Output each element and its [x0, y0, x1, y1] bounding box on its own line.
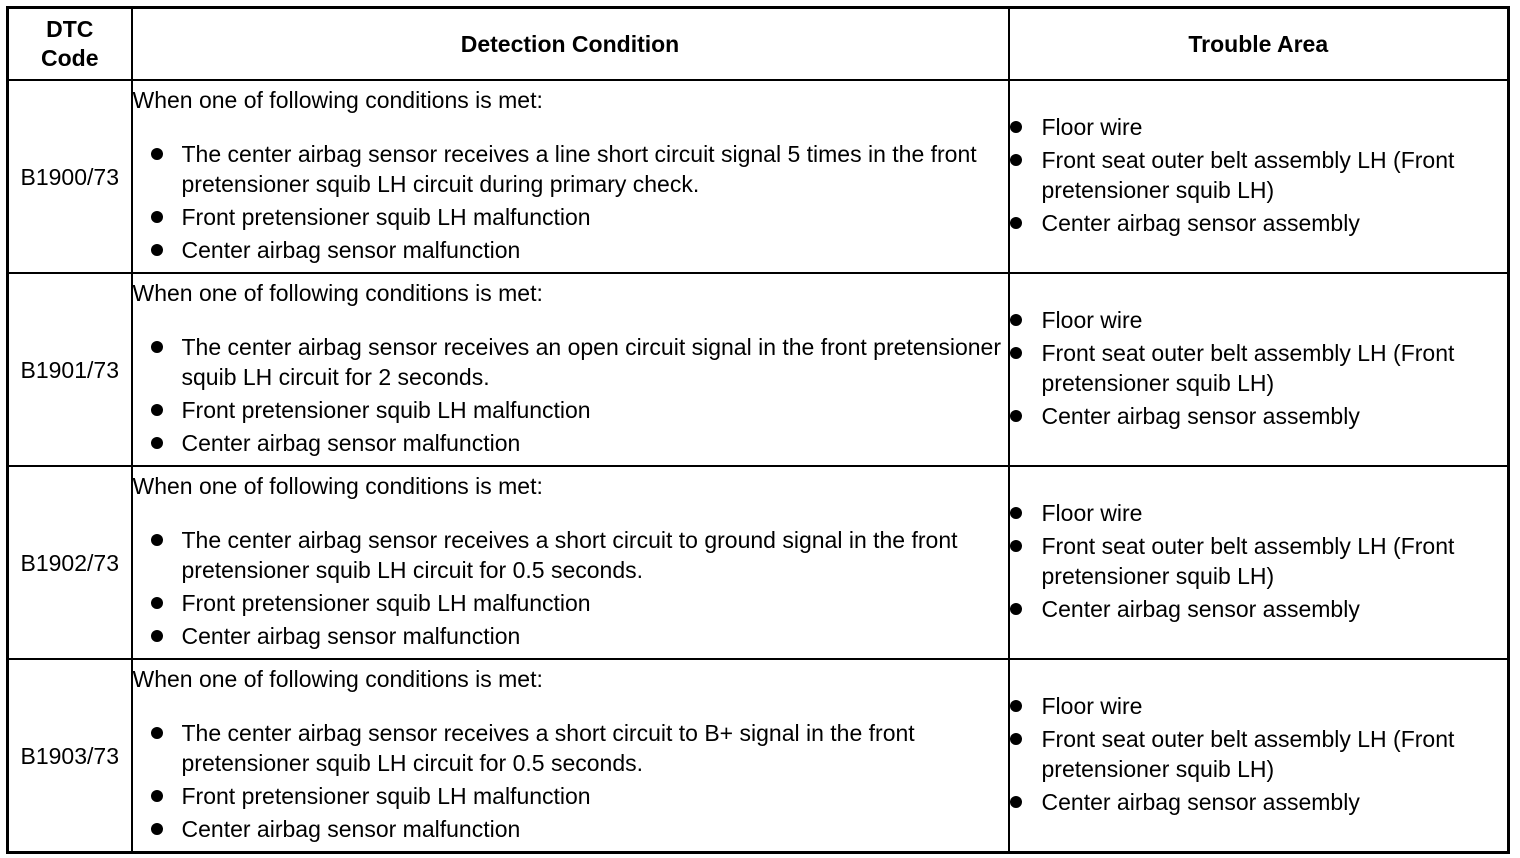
trouble-area-item	[1010, 208, 1508, 238]
bullet-icon	[151, 437, 163, 449]
condition-intro: When one of following conditions is met:	[132, 87, 543, 113]
trouble-area-text: Center airbag sensor assembly	[1041, 789, 1360, 815]
trouble-area-list	[1010, 305, 1508, 431]
bullet-icon	[151, 404, 163, 416]
bullet-icon	[1010, 540, 1022, 552]
bullet-icon	[1010, 410, 1022, 422]
bullet-icon	[1010, 507, 1022, 519]
condition-item	[133, 718, 1008, 778]
condition-text: Center airbag sensor malfunction	[181, 816, 521, 842]
condition-item	[133, 621, 1008, 651]
trouble-area-item	[1010, 787, 1508, 817]
bullet-icon	[151, 790, 163, 802]
condition-text: Front pretensioner squib LH malfunction	[181, 204, 591, 230]
trouble-area-item	[1010, 401, 1508, 431]
condition-text: Center airbag sensor malfunction	[181, 430, 521, 456]
condition-text: Front pretensioner squib LH malfunction	[181, 590, 591, 616]
trouble-area-item	[1010, 145, 1508, 205]
trouble-area-item	[1010, 498, 1508, 528]
header-dtc-code-line2: Code	[41, 45, 99, 71]
trouble-area-cell	[1009, 80, 1509, 273]
trouble-area-list	[1010, 691, 1508, 817]
trouble-area-text: Front seat outer belt assembly LH (Front pretensioner squib LH)	[1041, 533, 1455, 589]
bullet-icon	[151, 211, 163, 223]
trouble-area-text: Center airbag sensor assembly	[1041, 596, 1360, 622]
table-row	[8, 273, 1509, 466]
trouble-area-item	[1010, 691, 1508, 721]
condition-list	[133, 139, 1008, 265]
bullet-icon	[1010, 314, 1022, 326]
table-row	[8, 659, 1509, 853]
bullet-icon	[1010, 796, 1022, 808]
trouble-area-item	[1010, 338, 1508, 398]
condition-text: Center airbag sensor malfunction	[181, 237, 521, 263]
dtc-table	[6, 6, 1510, 854]
header-dtc-code-line1: DTC	[46, 16, 94, 42]
condition-item	[133, 428, 1008, 458]
detection-condition-cell	[132, 466, 1009, 659]
condition-item	[133, 139, 1008, 199]
trouble-area-list	[1010, 112, 1508, 238]
trouble-area-text: Front seat outer belt assembly LH (Front pretensioner squib LH)	[1041, 726, 1455, 782]
condition-text: Center airbag sensor malfunction	[181, 623, 521, 649]
condition-item	[133, 395, 1008, 425]
detection-condition-cell	[132, 273, 1009, 466]
detection-condition-cell	[132, 659, 1009, 853]
detection-condition-cell	[132, 80, 1009, 273]
condition-text: The center airbag sensor receives a short circuit to ground signal in the front pretensioner squib LH circuit for 0.5 seconds.	[181, 527, 958, 583]
trouble-area-item	[1010, 112, 1508, 142]
dtc-table-container	[6, 6, 1510, 854]
trouble-area-text: Floor wire	[1041, 114, 1143, 140]
table-row	[8, 80, 1509, 273]
bullet-icon	[1010, 121, 1022, 133]
bullet-icon	[151, 244, 163, 256]
trouble-area-list	[1010, 498, 1508, 624]
trouble-area-item	[1010, 531, 1508, 591]
condition-item	[133, 814, 1008, 844]
dtc-code-cell: B1903/73	[8, 659, 132, 853]
bullet-icon	[1010, 603, 1022, 615]
bullet-icon	[151, 727, 163, 739]
bullet-icon	[1010, 733, 1022, 745]
condition-item	[133, 781, 1008, 811]
trouble-area-item	[1010, 724, 1508, 784]
condition-text: The center airbag sensor receives an open circuit signal in the front pretensioner squib LH circuit for 2 seconds.	[181, 334, 1002, 390]
header-trouble-area: Trouble Area	[1009, 8, 1509, 81]
condition-item	[133, 202, 1008, 232]
bullet-icon	[151, 148, 163, 160]
trouble-area-text: Floor wire	[1041, 500, 1143, 526]
condition-text: Front pretensioner squib LH malfunction	[181, 397, 591, 423]
condition-text: The center airbag sensor receives a line short circuit signal 5 times in the front pretensioner squib LH circuit during primary check.	[181, 141, 977, 197]
bullet-icon	[1010, 700, 1022, 712]
bullet-icon	[1010, 217, 1022, 229]
trouble-area-text: Center airbag sensor assembly	[1041, 210, 1360, 236]
bullet-icon	[151, 534, 163, 546]
header-dtc-code	[8, 8, 132, 81]
header-detection-condition: Detection Condition	[132, 8, 1009, 81]
condition-item	[133, 525, 1008, 585]
condition-list	[133, 525, 1008, 651]
condition-list	[133, 718, 1008, 844]
condition-list	[133, 332, 1008, 458]
bullet-icon	[151, 341, 163, 353]
trouble-area-text: Center airbag sensor assembly	[1041, 403, 1360, 429]
header-row	[8, 8, 1509, 81]
condition-intro: When one of following conditions is met:	[132, 280, 543, 306]
condition-item	[133, 588, 1008, 618]
bullet-icon	[151, 823, 163, 835]
dtc-code-cell: B1902/73	[8, 466, 132, 659]
condition-item	[133, 332, 1008, 392]
trouble-area-item	[1010, 305, 1508, 335]
trouble-area-cell	[1009, 273, 1509, 466]
condition-intro: When one of following conditions is met:	[132, 473, 543, 499]
trouble-area-cell	[1009, 466, 1509, 659]
trouble-area-text: Floor wire	[1041, 693, 1143, 719]
dtc-code-cell: B1901/73	[8, 273, 132, 466]
condition-item	[133, 235, 1008, 265]
trouble-area-item	[1010, 594, 1508, 624]
table-row	[8, 466, 1509, 659]
condition-text: Front pretensioner squib LH malfunction	[181, 783, 591, 809]
trouble-area-cell	[1009, 659, 1509, 853]
bullet-icon	[151, 597, 163, 609]
condition-text: The center airbag sensor receives a short circuit to B+ signal in the front pretensioner squib LH circuit for 0.5 seconds.	[181, 720, 915, 776]
condition-intro: When one of following conditions is met:	[132, 666, 543, 692]
trouble-area-text: Front seat outer belt assembly LH (Front pretensioner squib LH)	[1041, 340, 1455, 396]
trouble-area-text: Floor wire	[1041, 307, 1143, 333]
bullet-icon	[151, 630, 163, 642]
dtc-code-cell: B1900/73	[8, 80, 132, 273]
trouble-area-text: Front seat outer belt assembly LH (Front pretensioner squib LH)	[1041, 147, 1455, 203]
bullet-icon	[1010, 347, 1022, 359]
bullet-icon	[1010, 154, 1022, 166]
